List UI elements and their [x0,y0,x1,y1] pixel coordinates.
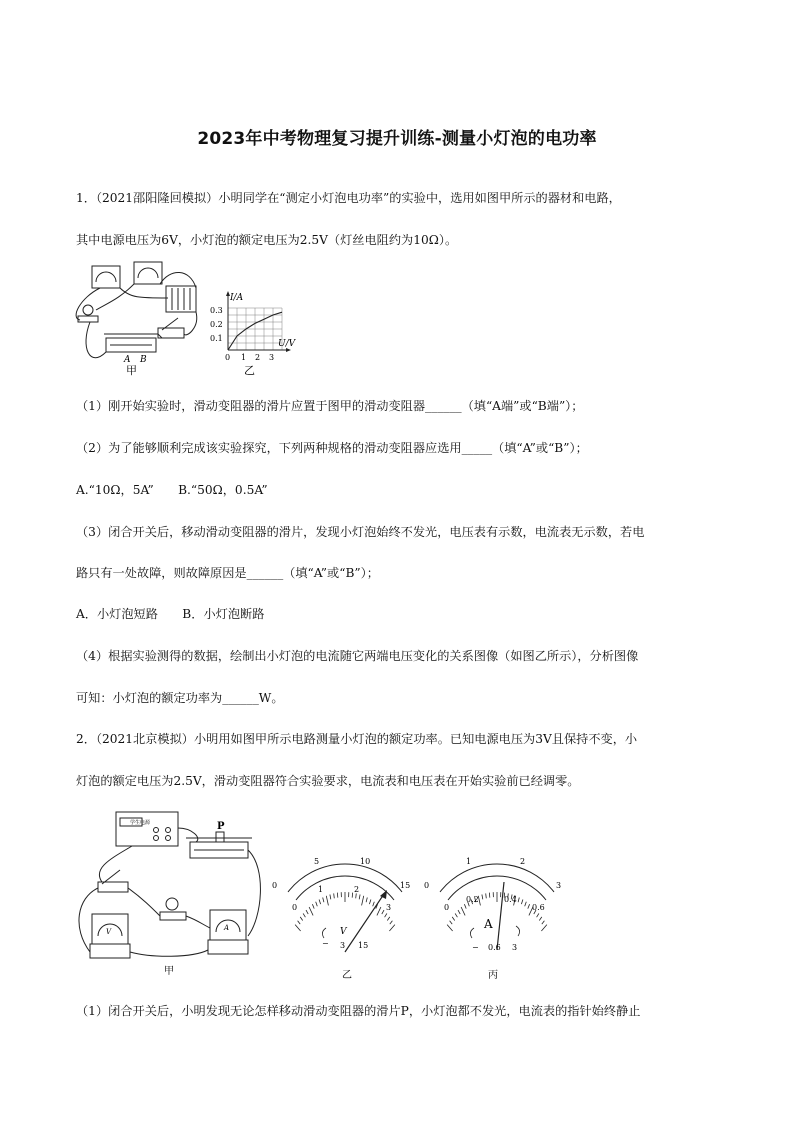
dial-tick [447,925,453,931]
dial-tick [450,921,453,924]
y-axis-label: I/A [230,293,244,303]
dial-tick [521,900,523,905]
battery-icon [166,286,196,312]
q1-label-A: A [124,355,131,365]
voltmeter-symbol: V [106,928,112,936]
q2-line-2: 灯泡的额定电压为2.5V，滑动变阻器符合实验要求，电流表和电压表在开始实验前已经调零。 [76,774,580,788]
volt-outer-tick: 0 [272,881,278,890]
dial-tick [300,917,303,921]
voltmeter-symbol: V [340,927,347,937]
q2-line-1: 2．（2021北京模拟）小明用如图甲所示电路测量小灯泡的额定功率。已知电源电压为3V且保持不变，小 [76,732,638,746]
dial-tick [362,896,364,906]
dial-tick [306,910,308,914]
lamp-icon [83,305,93,315]
q1-part-4-line-2: 可知：小灯泡的额定功率为______W。 [76,691,284,705]
dial-tick [298,921,301,924]
volt-terminal: − [322,939,329,948]
dial-tick [390,921,393,924]
volt-outer-tick: 15 [400,881,411,890]
y-tick-label: 0.1 [210,334,223,343]
q1-line-1: 1．（2021邵阳隆回模拟）小明同学在“测定小灯泡电功率”的实验中，选用如图甲所示的器材和电路， [76,191,621,205]
dial-tick [366,898,367,903]
volt-outer-tick: 5 [314,857,320,866]
dial-tick [387,917,390,921]
amp-outer-tick: 1 [466,857,472,866]
amp-terminal: 0.6 [488,943,501,952]
amp-inner-tick: 0 [444,903,450,912]
volt-inner-tick: 3 [386,903,392,912]
volt-inner-tick: 0 [292,903,298,912]
dial-tick [323,898,324,903]
power-supply-label: 学生电源 [130,820,151,826]
lamp-icon [166,898,178,910]
amp-outer-tick: 2 [520,857,526,866]
dial-tick [330,895,331,900]
q1-part-2: （2）为了能够顺利完成该实验探究，下列两种规格的滑动变阻器应选用_____（填“A”或“B”）； [76,441,588,455]
q1-figure-jia-label: 甲 [126,364,137,376]
volt-terminal: 3 [340,941,346,950]
q1-part-1: （1）刚开始实验时，滑动变阻器的滑片应置于图甲的滑动变阻器______（填“A端”或“B端”）； [76,399,584,413]
volt-outer-tick: 10 [360,857,371,866]
q2-circuit-figure [72,808,272,980]
amp-inner-tick: 0.2 [466,895,479,904]
volt-inner-tick: 2 [354,885,360,894]
dial-tick [303,913,305,917]
q2-figure-bing-label: 丙 [488,970,498,981]
dial-tick [312,904,314,908]
x-tick-label: 1 [241,353,247,362]
slider-label: P [217,821,225,832]
y-tick-label: 0.3 [210,306,223,315]
dial-tick [295,925,301,931]
x-axis-label: U/V [278,339,296,349]
ammeter-icon [92,266,120,288]
dial-tick [377,907,381,915]
dial-tick [356,893,357,898]
x-tick-label: 0 [225,353,231,362]
amp-terminal: − [472,943,479,952]
q2-figure-yi-label: 乙 [342,970,352,981]
dial-tick [455,913,457,917]
dial-tick [482,895,483,900]
y-tick-label: 0.2 [210,320,223,329]
q2-part-1: （1）闭合开关后，小明发现无论怎样移动滑动变阻器的滑片P，小灯泡都不发光，电流表的指针始终静止 [76,1004,641,1018]
q1-figure-yi-label: 乙 [244,364,255,377]
ammeter-symbol: A [224,924,230,932]
q1-part-3-options: A．小灯泡短路 B．小灯泡断路 [76,607,265,621]
dial-tick [528,904,530,908]
q1-circuit-figure [70,258,210,376]
dial-tick [382,910,384,914]
q2-ammeter-dial [422,852,572,982]
dial-tick [369,900,371,905]
dial-tick [359,895,360,900]
volt-terminal: 15 [358,941,369,950]
voltmeter-icon [134,262,162,284]
dial-tick [334,893,335,898]
q1-part-3-line-2: 路只有一处故障，则故障原因是______（填“A”或“B”）； [76,566,379,580]
dial-tick [319,900,321,905]
dial-tick [389,925,395,931]
q1-part-4-line-1: （4）根据实验测得的数据，绘制出小灯泡的电流随它两端电压变化的关系图像（如图乙所示），分析图像 [76,649,639,663]
q1-iu-chart [210,288,310,378]
dial-tick [316,902,318,907]
amp-inner-tick: 0.4 [504,895,517,904]
dial-tick [464,904,466,908]
x-tick-label: 3 [269,353,275,362]
dial-tick [518,898,519,903]
dial-tick [309,907,313,915]
amp-outer-tick: 0 [424,881,430,890]
dial-tick [373,902,375,907]
q1-line-2: 其中电源电压为6V，小灯泡的额定电压为2.5V（灯丝电阻约为10Ω）。 [76,233,458,247]
amp-terminal: 3 [512,943,518,952]
dial-tick [385,913,387,917]
q1-label-B: B [140,355,147,365]
page-title: 2023年中考物理复习提升训练-测量小灯泡的电功率 [197,129,597,149]
q1-part-2-options: A.“10Ω，5A” B.“50Ω，0.5A” [76,483,268,497]
dial-tick [458,910,460,914]
dial-tick [542,921,545,924]
volt-inner-tick: 1 [318,885,324,894]
dial-tick [461,907,465,915]
dial-tick [486,893,487,898]
dial-tick [541,925,547,931]
q1-part-3-line-1: （3）闭合开关后，移动滑动变阻器的滑片，发现小灯泡始终不发光，电压表有示数，电流表无示数，若电 [76,525,645,539]
amp-outer-tick: 3 [556,881,562,890]
dial-tick [326,896,328,906]
amp-inner-tick: 0.6 [532,903,545,912]
ammeter-symbol: A [484,917,493,931]
x-tick-label: 2 [255,353,261,362]
dial-tick [525,902,527,907]
dial-tick [452,917,455,921]
dial-tick [537,913,539,917]
q2-figure-jia-label: 甲 [164,966,174,977]
dial-tick [539,917,542,921]
q2-voltmeter-dial [270,852,420,982]
